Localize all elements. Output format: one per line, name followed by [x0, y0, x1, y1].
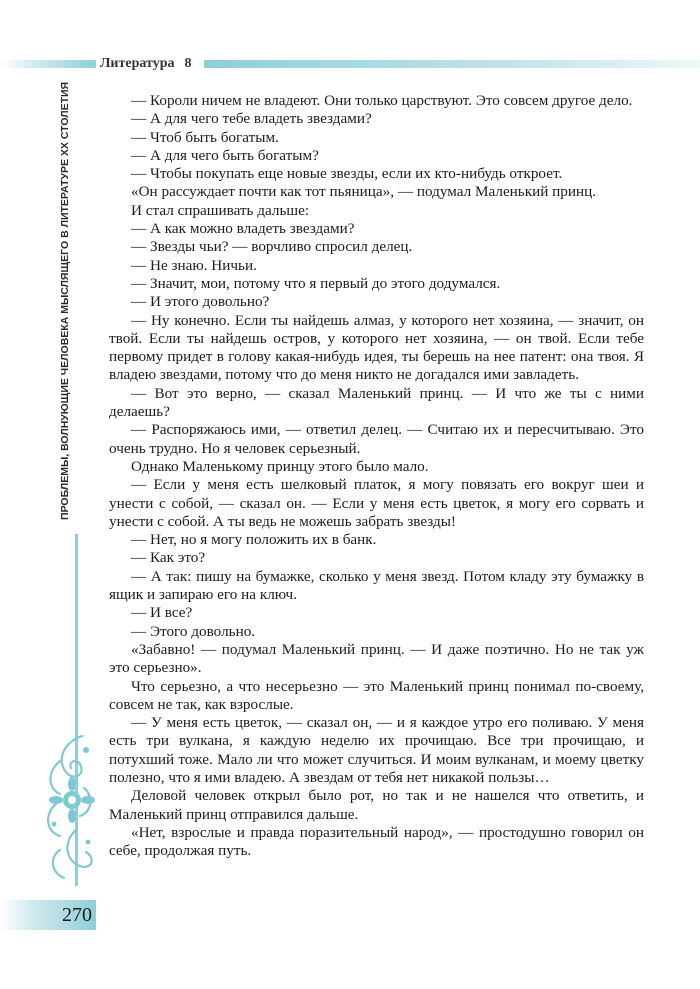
paragraph: «Он рассуждает почти как тот пьяница», — подумал Маленький принц.: [131, 183, 597, 201]
paragraph: — Не знаю. Ничьи.: [131, 256, 257, 274]
section-side-title: ПРОБЛЕМЫ, ВОЛНУЮЩИЕ ЧЕЛОВЕКА МЫСЛЯЩЕГО В ЛИТЕРАТУРЕ XX СТОЛЕТИЯ: [59, 81, 71, 520]
paragraph: «Нет, взрослые и правда поразительный народ», — простодушно говорил он себе, продолжая путь.: [109, 823, 644, 860]
page-number: 270: [62, 904, 92, 926]
main-text: [109, 92, 644, 860]
paragraph: «Забавно! — подумал Маленький принц. — И даже поэтично. Но не так уж это серьезно».: [109, 640, 644, 677]
paragraph: Деловой человек открыл было рот, но так и не нашелся что ответить, и Маленький принц отправился дальше.: [109, 787, 644, 823]
floral-ornament-icon: [42, 732, 98, 882]
paragraph: — Если у меня есть шелковый платок, я могу повязать его вокруг шеи и унести с собой, — сказал он. — Если у меня есть цветок, я могу его сорвать и унести с собой. А ты ведь не можешь забрать звезды!: [109, 476, 644, 530]
running-header: [100, 54, 192, 74]
paragraph: — Значит, мои, потому что я первый до этого додумался.: [131, 274, 501, 292]
paragraph: — А так: пишу на бумажке, сколько у меня звезд. Потом кладу эту бумажку в ящик и запираю его на ключ.: [109, 567, 644, 604]
paragraph: — Нет, но я могу положить их в банк.: [131, 531, 377, 549]
paragraph: — Распоряжаюсь ими, — ответил делец. — Считаю их и пересчитываю. Это очень трудно. Но я человек серьезный.: [109, 421, 644, 457]
header-accent-bar-left: [0, 60, 96, 68]
paragraph: — И этого довольно?: [131, 293, 270, 311]
paragraph: Однако Маленькому принцу этого было мало.: [131, 457, 429, 475]
paragraph: — Чтоб быть богатым.: [131, 128, 279, 146]
header-subject: Литература: [100, 56, 175, 71]
paragraph: — Как это?: [131, 549, 206, 567]
paragraph: — А для чего тебе владеть звездами?: [131, 110, 372, 128]
paragraph: — Ну конечно. Если ты найдешь алмаз, у которого нет хозяина, — значит, он твой. Если ты найдешь остров, у которого нет хозяина, — он твой. Если тебе первому придет в голову какая-нибудь идея, ты берешь на нее патент: она твоя. Я владею звездами, потому что до меня никто не догадался ими завладеть.: [109, 311, 644, 384]
paragraph: — У меня есть цветок, — сказал он, — и я каждое утро его поливаю. У меня есть три вулкана, я каждую неделю их прочищаю. Все три прочищаю, и потухший тоже. Мало ли что может случиться. И моим вулканам, и моему цветку полезно, что я ими владею. А звездам от тебя нет никакой пользы…: [109, 714, 644, 786]
paragraph: — И все?: [131, 604, 193, 622]
paragraph: — Звезды чьи? — ворчливо спросил делец.: [131, 238, 413, 256]
paragraph: — Короли ничем не владеют. Они только царствуют. Это совсем другое дело.: [131, 92, 633, 109]
paragraph: — Этого довольно.: [131, 622, 256, 640]
paragraph: И стал спрашивать дальше:: [131, 201, 310, 219]
paragraph: — Чтобы покупать еще новые звезды, если их кто-нибудь откроет.: [131, 165, 563, 183]
header-grade: 8: [184, 56, 192, 71]
paragraph: — А как можно владеть звездами?: [131, 220, 355, 238]
paragraph: — Вот это верно, — сказал Маленький принц. — И что же ты с ними делаешь?: [109, 384, 644, 421]
header-accent-bar-right: [204, 60, 700, 68]
paragraph: Что серьезно, а что несерьезно — это Маленький принц понимал по-своему, совсем не так, как взрослые.: [109, 677, 644, 713]
paragraph: — А для чего быть богатым?: [131, 146, 319, 164]
